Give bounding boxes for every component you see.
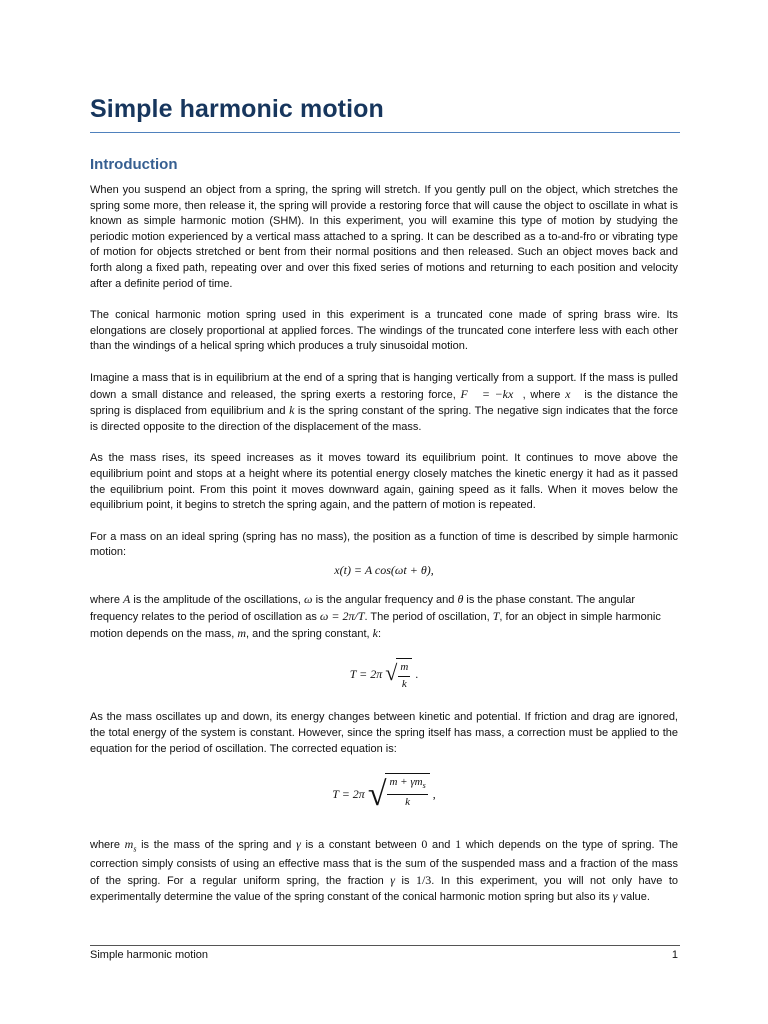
- footer-divider: [90, 945, 680, 946]
- restoring-force-equation: F⃗ = −kx⃗: [460, 386, 523, 401]
- paragraph-5: For a mass on an ideal spring (spring has no mass), the position as a function of time is described by simple harmonic motion:: [90, 530, 678, 559]
- square-root: √ $\frac{m}{k}$: [385, 658, 412, 692]
- period-equation: T = 2π √ $\frac{m}{k}$ .: [90, 658, 678, 692]
- paragraph-3: Imagine a mass that is in equilibrium at the end of a spring that is hanging vertically from a support. If the mass is pulled down a small distance and released, the spring exerts a restoring force, F⃗ = −kx⃗, where x⃗ is the distance the spring is displaced from equilibrium and k is the spring constant of the spring. The negative sign indicates that the force is directed opposite to the direction of the displacement of the mass.: [90, 371, 678, 433]
- angular-frequency-relation: ω = 2π/T: [319, 609, 365, 624]
- page-title: Simple harmonic motion: [90, 95, 384, 123]
- corrected-period-equation: T = 2π √ $\frac{m + \gamma m_s}{k}$ ,: [90, 773, 678, 817]
- footer-title: Simple harmonic motion: [90, 949, 208, 961]
- paragraph-4: As the mass rises, its speed increases as it moves toward its equilibrium point. It continues to move above the equilibrium point and stops at a height where its potential energy closely matches the kinetic energy it had as it passed the equilibrium point. From this point it moves downward again, gaining speed as it falls. When it moves below the equilibrium point, it begins to stretch the spring again, and the pattern of motion is repeated.: [90, 452, 678, 512]
- paragraph-7: As the mass oscillates up and down, its energy changes between kinetic and potential. If friction and drag are ignored, the total energy of the system is constant. However, since the spring itself has mass, a correction must be applied to the equation for the period of oscillation. The corrected equation is:: [90, 711, 678, 755]
- document-page: [90, 0, 678, 1024]
- paragraph-1: When you suspend an object from a spring, the spring will stretch. If you gently pull on the object, which stretches the spring some more, then release it, the spring will provide a restoring force that will cause the object to oscillate in what is known as simple harmonic motion (SHM). In this experiment, you will examine this type of motion by studying the periodic motion experienced by a vertical mass attached to a spring. It can be described as a to-and-fro or vibrating type of motion for objects stretched or bent from their normal positions and then released. Such an object moves back and forth along a fixed path, repeating over and over this fixed series of motions and returning to each position and velocity after a definite period of time.: [90, 184, 678, 290]
- page-number: 1: [671, 949, 678, 961]
- section-heading: Introduction: [90, 156, 178, 173]
- square-root: √ $\frac{m + \gamma m_s}{k}$: [368, 773, 430, 817]
- position-equation: x(t) = A cos(ωt + θ),: [334, 562, 434, 577]
- paragraph-8: where $m_s$ is the mass of the spring and γ is a constant between 0 and 1 which depends on the type of spring. The correction simply consists of using an effective mass that is the sum of the suspended mass and a fraction of the mass of the spring. For a regular uniform spring, the fraction γ is 1/3. In this experiment, you will not only have to experimentally determine the value of the spring constant of the conical harmonic motion spring but also its γ value.: [90, 837, 679, 904]
- paragraph-2: The conical harmonic motion spring used in this experiment is a truncated cone made of spring brass wire. Its elongations are closely proportional at applied forces. The windings of the truncated cone interfere less with each other than the windings of a helical spring which produces a truly sinusoidal motion.: [90, 309, 678, 353]
- paragraph-6: where A is the amplitude of the oscillations, ω is the angular frequency and θ is the phase constant. The angular frequency relates to the period of oscillation as ω = 2π/T. The period of oscillation, T, for an object in simple harmonic motion depends on the mass, m, and the spring constant, k:: [90, 592, 661, 640]
- body-text: [90, 183, 678, 922]
- title-divider: [90, 132, 680, 133]
